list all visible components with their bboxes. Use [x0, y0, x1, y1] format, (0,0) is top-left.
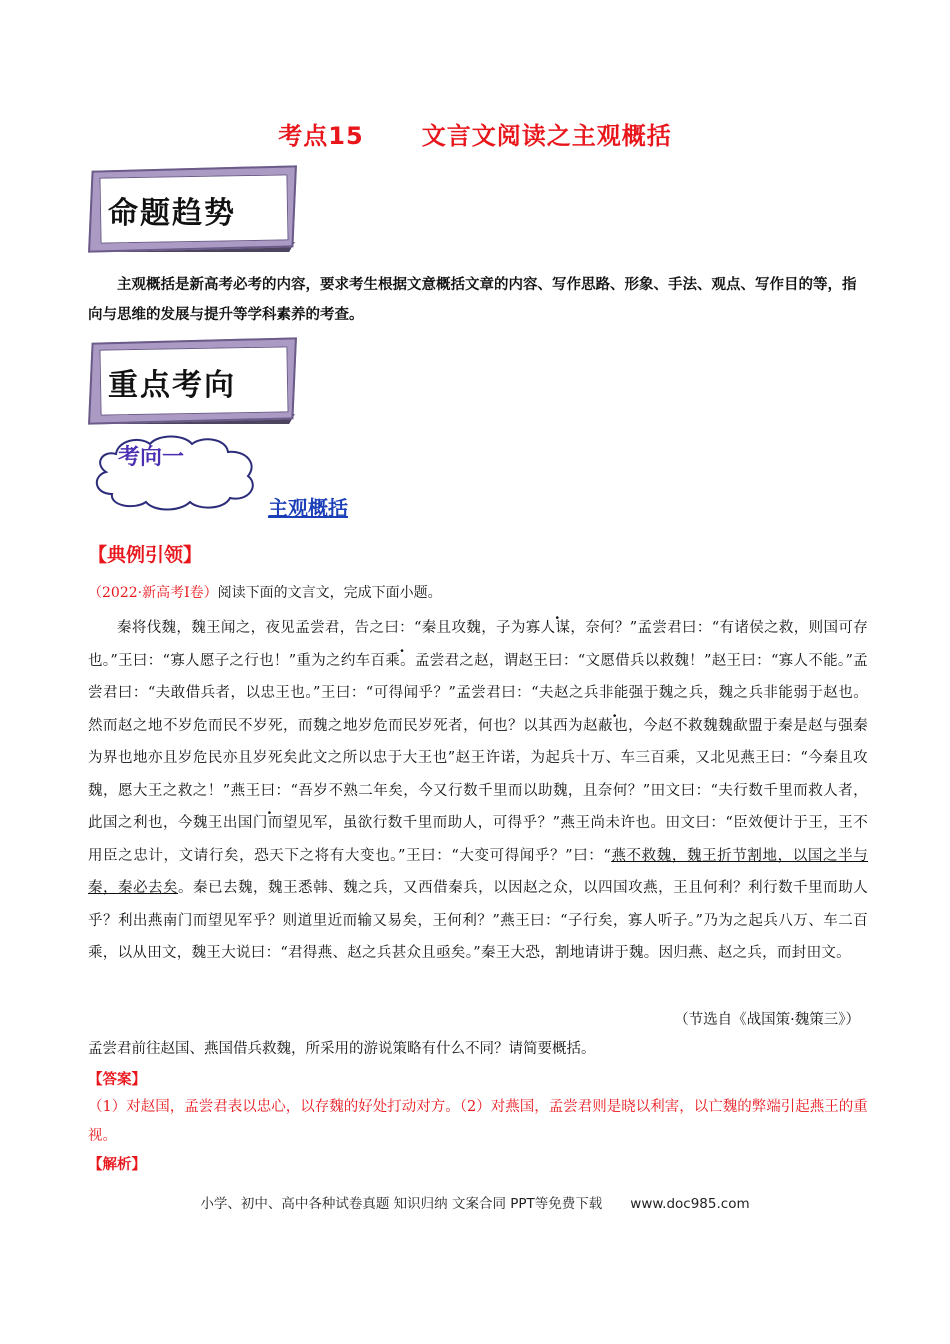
cloud-badge [88, 432, 263, 512]
answer-text: （1）对赵国，孟尝君表以忠心，以存魏的好处打动对方。（2）对燕国，孟尝君则是晓以利害，以亡魏的弊端引起燕王的重视。 [88, 1099, 868, 1144]
dotted-word: 寡人 [525, 620, 556, 636]
answer-label: 【答案】 [88, 1071, 146, 1088]
classical-passage [88, 612, 868, 970]
analysis-label: 【解析】 [88, 1156, 146, 1173]
footer-url[interactable]: www.doc985.com [630, 1196, 750, 1212]
dotted-word: 赵蔽 [583, 717, 614, 734]
passage-text: 谋，奈何？”孟尝君曰：“有诸侯之救，则国可存也。”王曰：“寡人愿子之行也！”重为之约车 [88, 620, 868, 669]
cloud-label: 考向一 [118, 445, 185, 470]
passage-text: 门而望见军，虽欲行数千里而助人，可得乎？”燕王尚未许也。田文曰：“臣效便计于王，王不用臣之忠计，文请行矣，恐天下之将有大变也。”王曰：“大变可得闻乎？”曰：“ [88, 815, 869, 864]
example-heading: 【典例引领】 [88, 544, 203, 566]
passage-text: 秦将伐魏，魏王闻之，夜见孟尝君，告之曰：“秦且攻魏，子为 [117, 620, 526, 636]
source-instruction: 阅读下面的文言文，完成下面小题。 [217, 585, 442, 601]
section-banner-focus [90, 340, 295, 422]
footer-text: 小学、初中、高中各种试卷真题 知识归纳 文案合同 PPT等免费下载 [200, 1196, 603, 1212]
question-text: 孟尝君前往赵国、燕国借兵救魏，所采用的游说策略有什么不同？请简要概括。 [88, 1041, 596, 1057]
intro-paragraph: 主观概括是新高考必考的内容，要求考生根据文意概括文章的内容、写作思路、形象、手法、观点、写作目的等，指向与思维的发展与提升等学科素养的考查。 [88, 277, 857, 323]
page-title [0, 116, 950, 151]
underlined-sentence: 燕不救魏，魏王折节割地，以国之半与秦，秦必去矣 [88, 847, 868, 896]
question-source [88, 582, 442, 602]
passage-citation: （节选自《战国策·魏策三》） [674, 1012, 860, 1028]
banner-label: 重点考向 [108, 368, 236, 403]
passage-text: 。秦已去魏，魏王悉韩、魏之兵，又西借秦兵，以因赵之众，以四国攻燕，王且何利？利行数千里而助人乎？利出燕南门而望见军乎？则道里近而输又易矣，王何利？”燕王曰：“子行矣，寡人听子。”乃为之起兵八万、车二百乘，以从田文，魏王大说曰：“君得燕、赵之兵甚众且亟矣。”秦王大恐，割地请讲于魏。因归燕、赵之兵，而封田文。 [88, 880, 868, 961]
dotted-word: 国 [237, 815, 253, 831]
title-number: 考点15 [278, 122, 364, 150]
passage-text: 也，今赵不救魏魏歃盟于秦是赵与强秦为界也地亦且岁危民亦且岁死矣此文之所以忠于大王也”赵王许诺，为起兵十万、车三百乘，又北见燕王曰：“今秦且攻魏，愿大王之救之！”燕王曰：“吾岁不熟二年矣，今又行数千里而以助魏，且奈何？”田文曰：“夫行数千里而救人者，此国之利也，今魏王出 [88, 717, 868, 831]
title-text: 文言文阅读之主观概括 [421, 122, 672, 150]
banner-label: 命题趋势 [108, 196, 236, 231]
topic-link[interactable]: 主观概括 [268, 496, 348, 520]
dotted-word: 百 [370, 652, 386, 669]
passage-text: 乘。孟尝君之赵，谓赵王曰：“文愿借兵以救魏！”赵王曰：“寡人不能。”孟尝君曰：“夫敢借兵者，以忠王也。”王曰：“可得闻乎？”孟尝君曰：“夫赵之兵非能强于魏之兵，魏之兵非能弱于赵也。然而赵之地不岁危而民不岁死，而魏之地岁危而民岁死者，何也？以其西为 [88, 652, 868, 734]
page-footer [0, 1192, 950, 1212]
source-tag: （2022·新高考Ⅰ卷） [88, 585, 218, 601]
section-banner-trend [90, 168, 295, 250]
